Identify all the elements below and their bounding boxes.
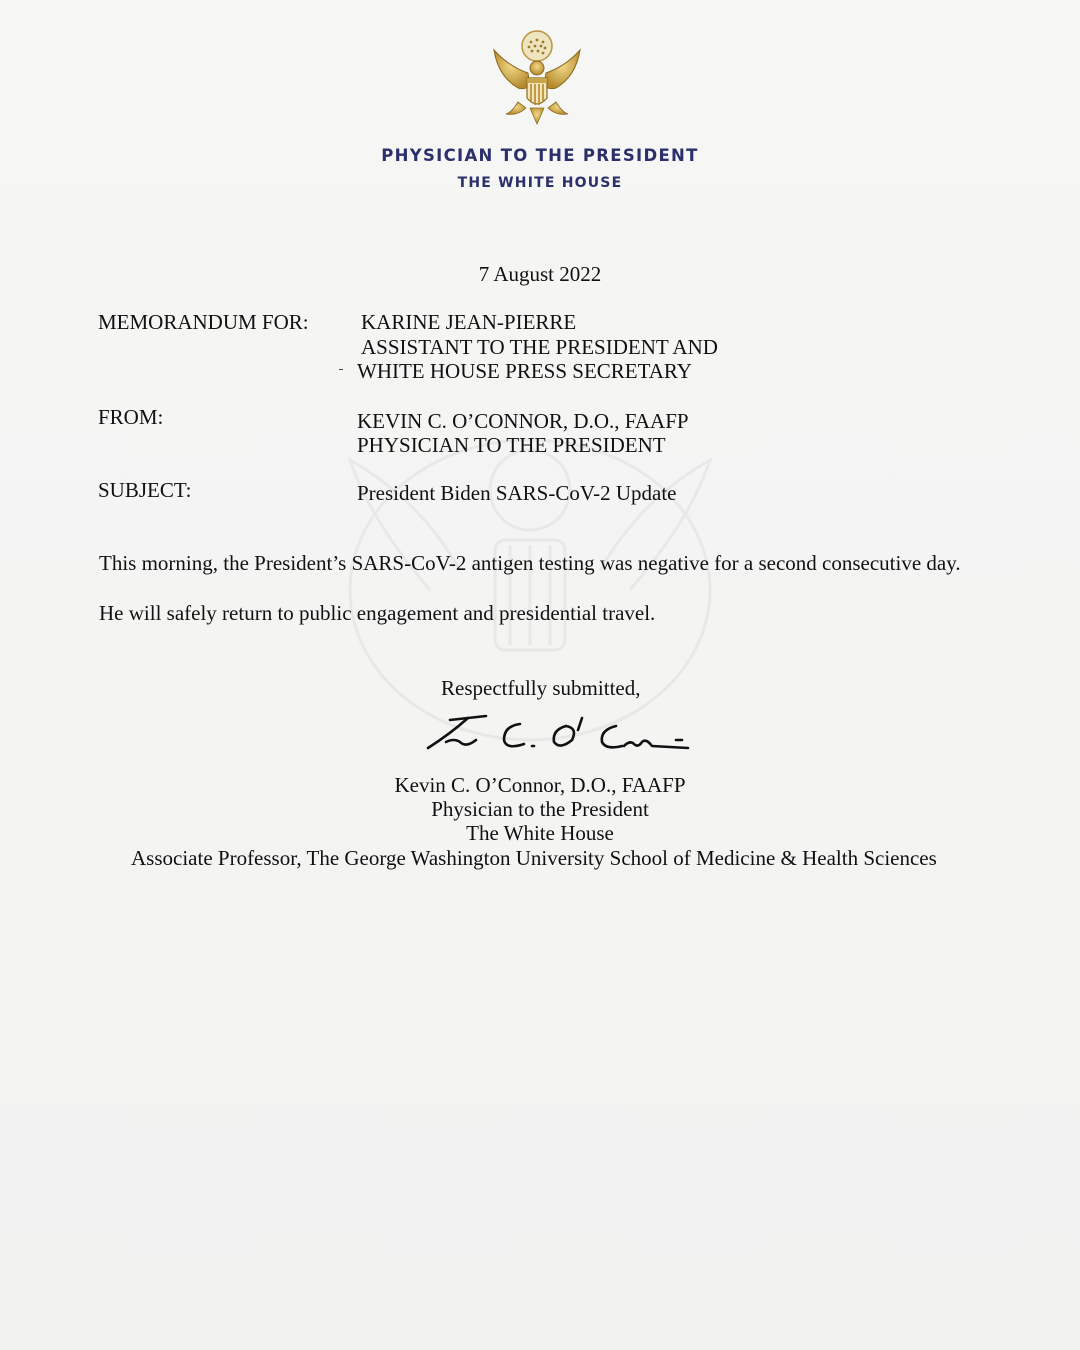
subject-label: SUBJECT: bbox=[98, 478, 192, 502]
signature-name: Kevin C. O’Connor, D.O., FAAFP bbox=[394, 773, 686, 797]
body-paragraph-2: He will safely return to public engagement and presidential travel. bbox=[99, 601, 656, 625]
sender-name: KEVIN C. O’CONNOR, D.O., FAAFP bbox=[357, 409, 689, 433]
letterhead-subtitle: THE WHITE HOUSE bbox=[457, 175, 623, 191]
from-label: FROM: bbox=[98, 405, 164, 429]
signature-title: Physician to the President bbox=[431, 797, 649, 821]
closing-salutation-text: Respectfully submitted, bbox=[441, 676, 641, 700]
recipient-title-line-2: WHITE HOUSE PRESS SECRETARY bbox=[357, 359, 692, 383]
signature-affiliation: Associate Professor, The George Washington University School of Medicine & Health Sciences bbox=[131, 846, 937, 870]
recipient-title-line-1: ASSISTANT TO THE PRESIDENT AND bbox=[361, 335, 718, 359]
recipient-name: KARINE JEAN-PIERRE bbox=[361, 310, 577, 334]
memo-date: 7 August 2022 bbox=[478, 262, 602, 286]
memorandum-for-label: MEMORANDUM FOR: bbox=[98, 310, 309, 334]
body-paragraph-1: This morning, the President’s SARS-CoV-2 antigen testing was negative for a second consecutive day. bbox=[99, 551, 961, 575]
sender-title: PHYSICIAN TO THE PRESIDENT bbox=[357, 433, 666, 457]
handwritten-signature bbox=[420, 712, 700, 760]
subject-text: President Biden SARS-CoV-2 Update bbox=[357, 481, 677, 505]
stray-mark bbox=[339, 369, 343, 370]
letterhead-title: PHYSICIAN TO THE PRESIDENT bbox=[381, 146, 699, 165]
watermark-seal-icon bbox=[310, 420, 750, 750]
presidential-seal-icon bbox=[488, 28, 586, 128]
signature-office: The White House bbox=[466, 821, 614, 845]
